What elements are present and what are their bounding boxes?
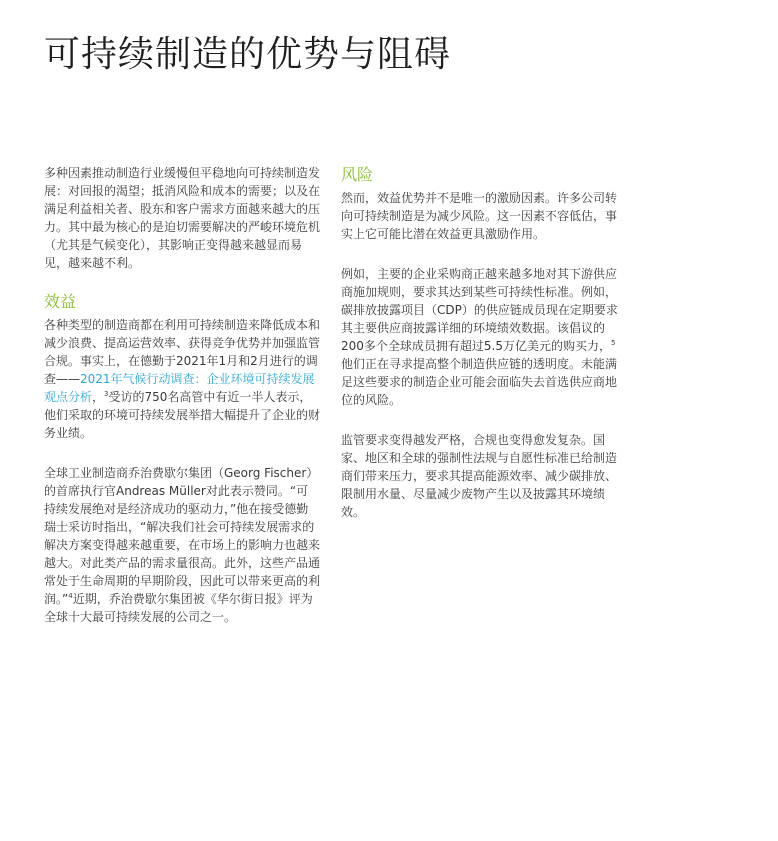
benefits-p2-text-before: 全球工业制造商乔治费歇尔集团（Georg Fischer）的首席执行官Andreas Müller对此表示赞同。“可持续发展绝对是经济成功的驱动力，”他在接受德勤瑞士采访时指出，“解决我们社会可持续发展需求的解决方案变得越来越重要，在市场上的影响力也越来越大。对此类产品的需求量很高。此外，这些产品通常处于生命周期的早期阶段，因此可以带来更高的利润。” <box>44 466 321 606</box>
risk-heading: 风险 <box>341 165 374 184</box>
benefits-p2-text-after: 近期，乔治费歇尔集团被《华尔街日报》评为全球十大最可持续发展的公司之一。 <box>44 592 313 624</box>
benefits-p1-text-before: 各种类型的制造商都在利用可持续制造来降低成本和减少浪费、提高运营效率、获得竞争优势并加强监管合规。事实上，在德勤于2021年1月和2月进行的调查—— <box>44 318 321 386</box>
right-column <box>341 164 619 543</box>
benefits-heading: 效益 <box>44 292 77 311</box>
risk-paragraph-3: 监管要求变得越发严格，合规也变得愈发复杂。国家、地区和全球的强制性法规与自愿性标准已给制造商们带来压力，要求其提高能源效率、减少碳排放、限制用水量、尽量减少废物产生以及披露其环境绩效。 <box>341 433 618 519</box>
benefits-p1-separator: ， <box>92 390 105 404</box>
risk-p2-text-after: 他们正在寻求提高整个制造供应链的透明度。未能满足这些要求的制造企业可能会面临失去首选供应商地位的风险。 <box>341 357 618 407</box>
risk-paragraph-2 <box>341 265 619 409</box>
benefits-paragraph-1 <box>44 316 320 442</box>
footnote-ref-5: 5 <box>611 339 616 347</box>
footnote-ref-4: 4 <box>68 592 73 600</box>
page-title: 可持续制造的优势与阻碍 <box>44 34 452 75</box>
benefits-paragraph-2 <box>44 464 320 626</box>
left-column <box>44 164 320 648</box>
risk-paragraph-1: 然而，效益优势并不是唯一的激励因素。许多公司转向可持续制造是为减少风险。这一因素不容低估，事实上它可能比潜在效益更具激励作用。 <box>341 191 618 241</box>
risk-p2-text-before: 例如，主要的企业采购商正越来越多地对其下游供应商施加规则，要求其达到某些可持续性标准。例如，碳排放披露项目（CDP）的供应链成员现在定期要求其主要供应商披露详细的环境绩效数据。该倡议的200多个全球成员拥有超过5.5万亿美元的购买力， <box>341 267 618 353</box>
footnote-ref-3: 3 <box>104 390 109 398</box>
intro-paragraph: 多种因素推动制造行业缓慢但平稳地向可持续制造发展：对回报的渴望；抵消风险和成本的需要；以及在满足利益相关者、股东和客户需求方面越来越大的压力。其中最为核心的是迫切需要解决的严峻环境危机（尤其是气候变化），其影响正变得越来越显而易见，越来越不利。 <box>44 166 321 270</box>
survey-link[interactable]: 2021年气候行动调查：企业环境可持续发展观点分析 <box>44 372 315 404</box>
benefits-p1-text-after: 受访的750名高管中有近一半人表示，他们采取的环境可持续发展举措大幅提升了企业的财务业绩。 <box>44 390 321 440</box>
